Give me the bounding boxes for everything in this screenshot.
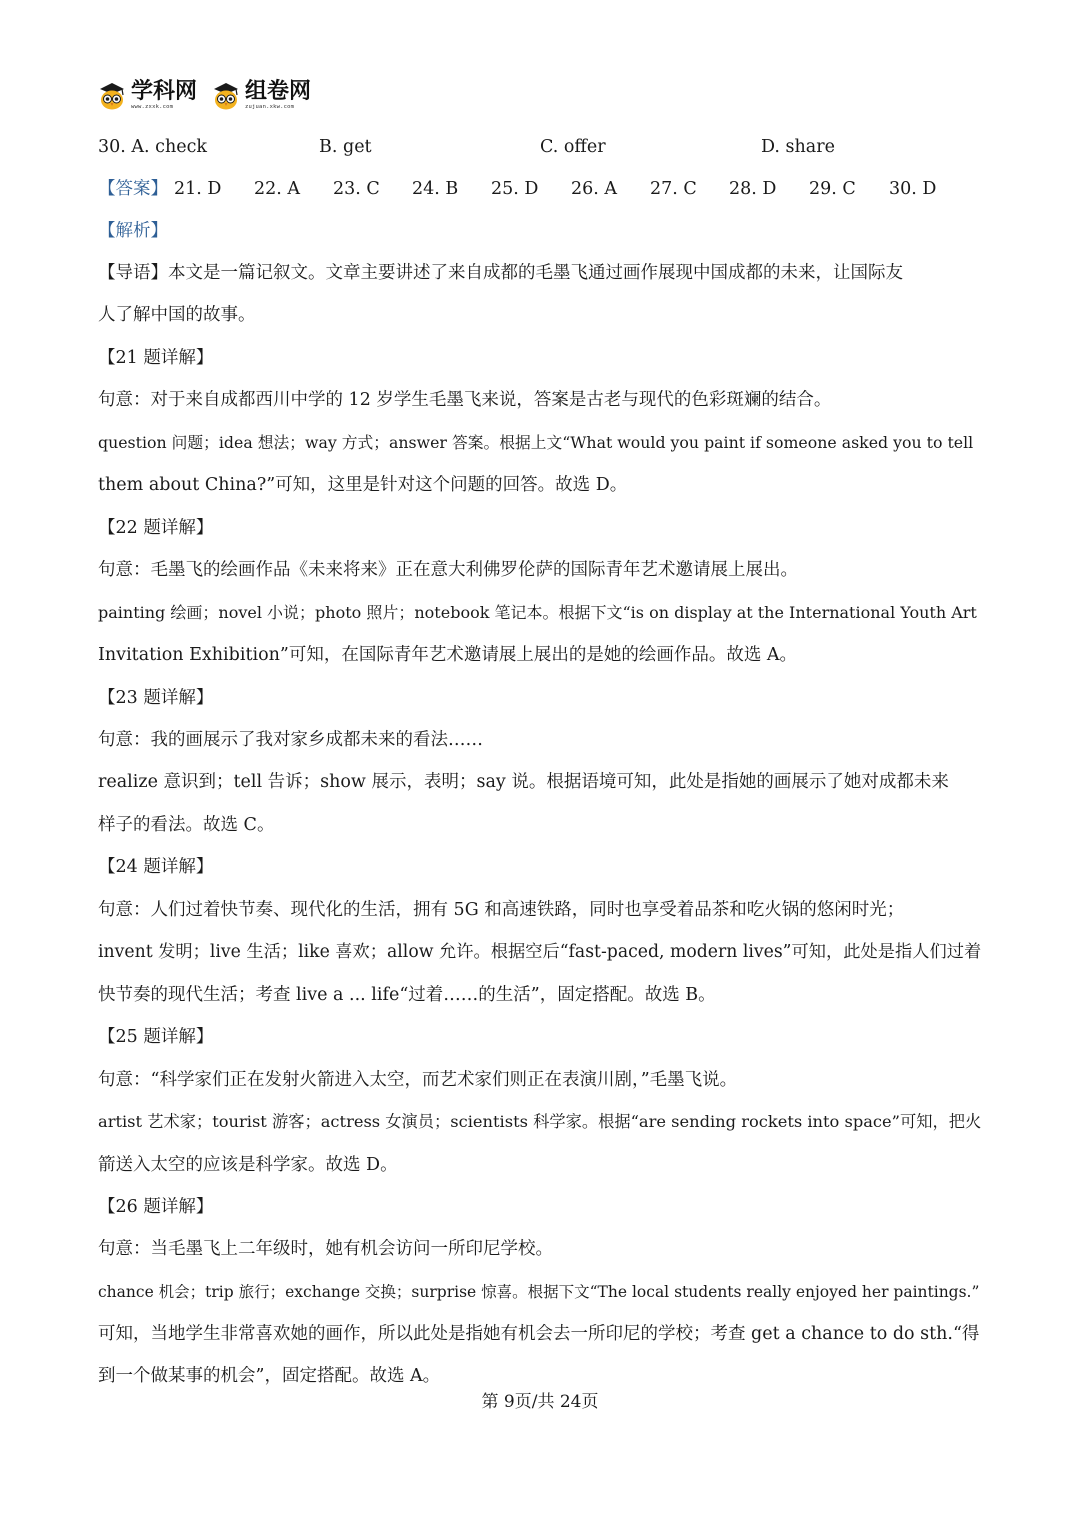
q22-explanation: Invitation Exhibition”可知，在国际青年艺术邀请展上展出的是她的绘画作品。故选 A。 xyxy=(98,645,798,665)
q21-explanation: them about China?”可知，这里是针对这个问题的回答。故选 D。 xyxy=(98,475,628,495)
q25-meaning: 句意：“科学家们正在发射火箭进入太空，而艺术家们则正在表演川剧，”毛墨飞说。 xyxy=(98,1070,738,1090)
answer-item: 22. A xyxy=(254,179,301,199)
answer-item: 25. D xyxy=(491,179,539,199)
logo-zujuan-url: zujuan.xkw.com xyxy=(245,104,295,110)
q26-explanation: 可知，当地学生非常喜欢她的画作，所以此处是指她有机会去一所印尼的学校；考查 get a chance to do sth.“得 xyxy=(98,1324,980,1344)
q26-heading: 【26 题详解】 xyxy=(98,1197,214,1217)
q23-meaning: 句意：我的画展示了我对家乡成都未来的看法…… xyxy=(98,730,483,750)
q30-option-c: C. offer xyxy=(540,137,606,157)
answer-label: 【答案】 xyxy=(98,179,168,199)
answer-item: 21. D xyxy=(174,179,222,199)
q26-meaning: 句意：当毛墨飞上二年级时，她有机会访问一所印尼学校。 xyxy=(98,1239,553,1259)
intro-line: 【导语】本文是一篇记叙文。文章主要讲述了来自成都的毛墨飞通过画作展现中国成都的未来，让国际友 xyxy=(98,263,903,283)
q25-explanation: 箭送入太空的应该是科学家。故选 D。 xyxy=(98,1155,398,1175)
q30-option-a-text: A. check xyxy=(131,137,208,157)
intro-line: 人了解中国的故事。 xyxy=(98,305,256,325)
logo-zxxk-url: www.zxxk.com xyxy=(131,104,174,110)
answer-item: 30. D xyxy=(889,179,937,199)
analysis-label: 【解析】 xyxy=(98,221,168,241)
page-number: 第 9页/共 24页 xyxy=(481,1392,599,1412)
q22-explanation: painting 绘画；novel 小说；photo 照片；notebook 笔记本。根据下文“is on display at the International Youth Art xyxy=(98,603,977,622)
answer-item: 27. C xyxy=(650,179,697,199)
answer-item: 24. B xyxy=(412,179,459,199)
q21-meaning: 句意：对于来自成都西川中学的 12 岁学生毛墨飞来说，答案是古老与现代的色彩斑斓的结合。 xyxy=(98,390,832,410)
answer-item: 23. C xyxy=(333,179,380,199)
q30-option-d: D. share xyxy=(761,137,835,157)
q21-explanation: question 问题；idea 想法；way 方式；answer 答案。根据上文“What would you paint if someone asked you to tell xyxy=(98,433,974,452)
q23-heading: 【23 题详解】 xyxy=(98,688,214,708)
q24-meaning: 句意：人们过着快节奏、现代化的生活，拥有 5G 和高速铁路，同时也享受着品茶和吃火锅的悠闲时光； xyxy=(98,900,905,920)
q21-heading: 【21 题详解】 xyxy=(98,348,214,368)
q23-explanation: realize 意识到；tell 告诉；show 展示，表明；say 说。根据语境可知，此处是指她的画展示了她对成都未来 xyxy=(98,772,949,792)
logo-zujuan[interactable] xyxy=(211,80,311,111)
q30-option-a xyxy=(98,133,207,161)
owl-mascot-icon xyxy=(211,81,241,111)
q25-explanation: artist 艺术家；tourist 游客；actress 女演员；scientists 科学家。根据“are sending rockets into space”可知，把火 xyxy=(98,1112,982,1131)
q30-number: 30. xyxy=(98,137,126,157)
q24-explanation: invent 发明；live 生活；like 喜欢；allow 允许。根据空后“fast-paced, modern lives”可知，此处是指人们过着 xyxy=(98,942,982,962)
q24-heading: 【24 题详解】 xyxy=(98,857,214,877)
header-logos xyxy=(97,80,311,111)
q26-explanation: 到一个做某事的机会”，固定搭配。故选 A。 xyxy=(98,1366,441,1386)
q24-explanation: 快节奏的现代生活；考查 live a ... life“过着……的生活”，固定搭配。故选 B。 xyxy=(98,985,716,1005)
q30-option-b: B. get xyxy=(319,137,372,157)
logo-zxxk-name: 学科网 xyxy=(131,79,198,104)
answer-item: 26. A xyxy=(571,179,618,199)
q26-explanation: chance 机会；trip 旅行；exchange 交换；surprise 惊喜。根据下文“The local students really enjoyed her paintings.” xyxy=(98,1283,980,1301)
answer-item: 28. D xyxy=(729,179,777,199)
owl-mascot-icon xyxy=(97,81,127,111)
q23-explanation: 样子的看法。故选 C。 xyxy=(98,815,275,835)
answer-item: 29. C xyxy=(809,179,856,199)
q25-heading: 【25 题详解】 xyxy=(98,1027,214,1047)
logo-zujuan-name: 组卷网 xyxy=(245,79,312,104)
logo-zxxk[interactable] xyxy=(97,80,197,111)
q22-heading: 【22 题详解】 xyxy=(98,518,214,538)
q22-meaning: 句意：毛墨飞的绘画作品《未来将来》正在意大利佛罗伦萨的国际青年艺术邀请展上展出。 xyxy=(98,560,798,580)
